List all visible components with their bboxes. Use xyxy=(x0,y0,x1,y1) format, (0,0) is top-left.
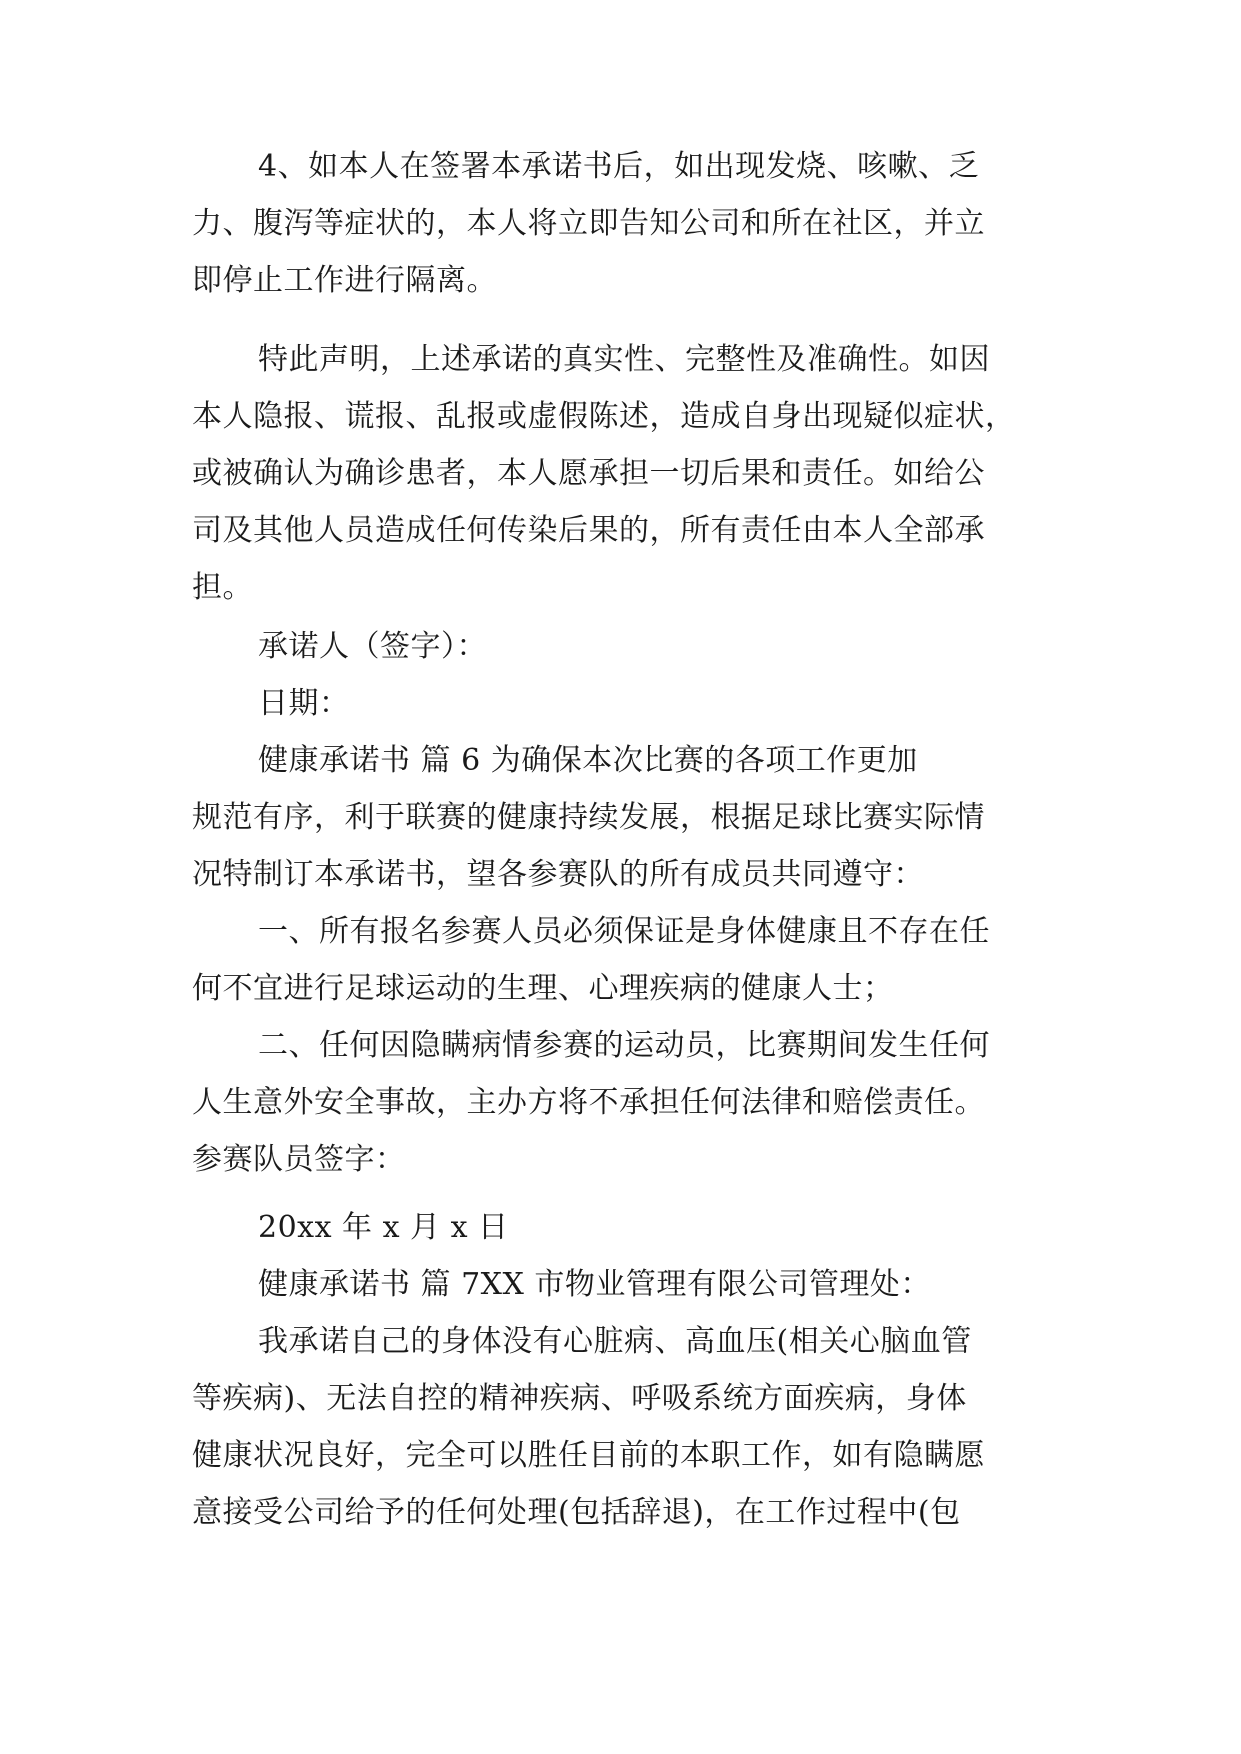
date-label: 日期： xyxy=(258,686,350,721)
paragraph-line: 本人隐报、谎报、乱报或虚假陈述，造成自身出现疑似症状， xyxy=(192,399,1016,434)
section-heading-line: 健康承诺书 篇 6 为确保本次比赛的各项工作更加 xyxy=(258,743,918,778)
paragraph-line: 人生意外安全事故，主办方将不承担任何法律和赔偿责任。 xyxy=(192,1085,985,1120)
paragraph-line: 力、腹泻等症状的，本人将立即告知公司和所在社区，并立 xyxy=(192,206,985,241)
paragraph-line: 4、如本人在签署本承诺书后，如出现发烧、咳嗽、乏 xyxy=(258,149,980,184)
paragraph-line: 健康状况良好，完全可以胜任目前的本职工作，如有隐瞒愿 xyxy=(192,1438,985,1473)
paragraph-line: 况特制订本承诺书，望各参赛队的所有成员共同遵守： xyxy=(192,857,924,892)
paragraph-line: 或被确认为确诊患者，本人愿承担一切后果和责任。如给公 xyxy=(192,456,985,491)
paragraph-line: 意接受公司给予的任何处理(包括辞退)，在工作过程中(包 xyxy=(192,1495,961,1530)
section-heading-line: 健康承诺书 篇 7XX 市物业管理有限公司管理处： xyxy=(258,1267,931,1302)
signature-label: 参赛队员签字： xyxy=(192,1142,406,1177)
paragraph-line: 一、所有报名参赛人员必须保证是身体健康且不存在任 xyxy=(258,914,990,949)
paragraph-line: 司及其他人员造成任何传染后果的，所有责任由本人全部承 xyxy=(192,513,985,548)
paragraph-line: 等疾病)、无法自控的精神疾病、呼吸系统方面疾病，身体 xyxy=(192,1381,967,1416)
date-line: 20xx 年 x 月 x 日 xyxy=(258,1210,509,1245)
paragraph-line: 即停止工作进行隔离。 xyxy=(192,263,497,298)
paragraph-line: 规范有序，利于联赛的健康持续发展，根据足球比赛实际情 xyxy=(192,800,985,835)
paragraph-line: 特此声明，上述承诺的真实性、完整性及准确性。如因 xyxy=(258,342,990,377)
paragraph-line: 何不宜进行足球运动的生理、心理疾病的健康人士； xyxy=(192,971,894,1006)
paragraph-line: 二、任何因隐瞒病情参赛的运动员，比赛期间发生任何 xyxy=(258,1028,990,1063)
signature-label: 承诺人（签字）： xyxy=(258,629,487,664)
paragraph-line: 我承诺自己的身体没有心脏病、高血压(相关心脑血管 xyxy=(258,1324,972,1359)
paragraph-line: 担。 xyxy=(192,570,253,605)
